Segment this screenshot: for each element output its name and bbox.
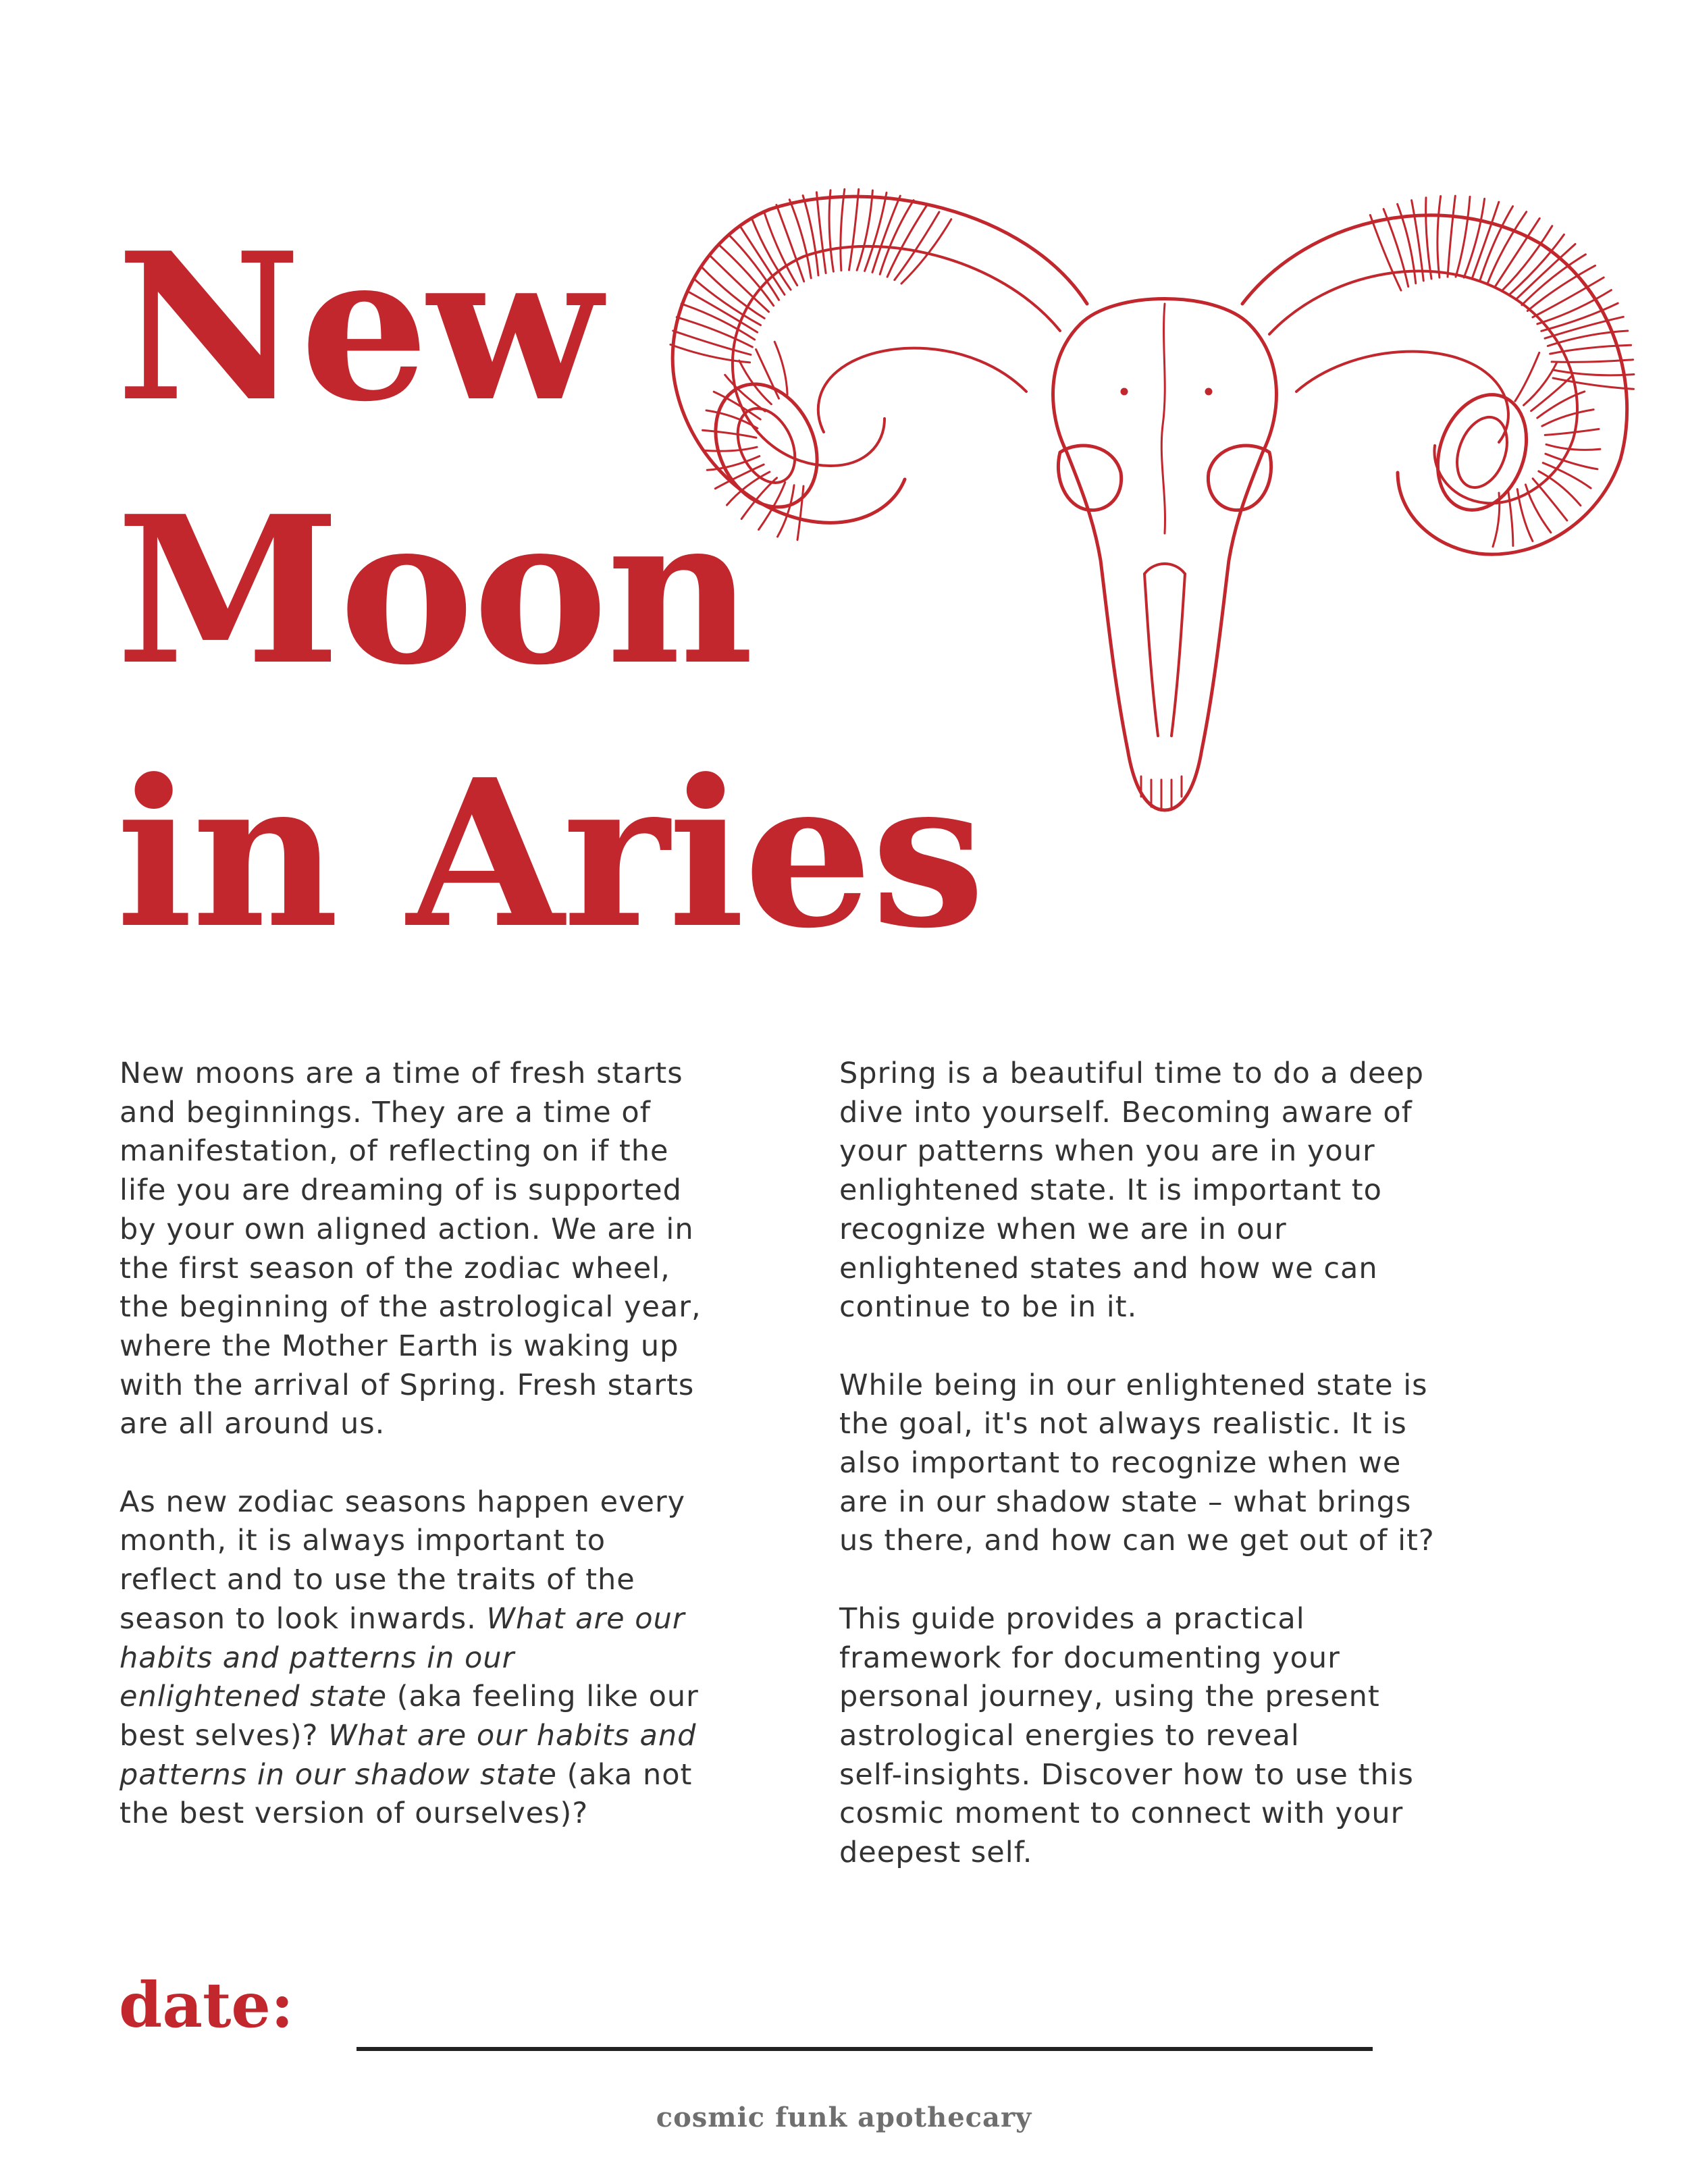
text-line: personal journey, using the present xyxy=(839,1680,1380,1714)
text-line: where the Mother Earth is waking up xyxy=(120,1329,679,1363)
text-line: enlightened states and how we can xyxy=(839,1251,1378,1285)
horn-ridge-line xyxy=(1531,375,1573,410)
title-line-2: Moon xyxy=(116,471,753,710)
text-line: manifestation, of reflecting on if the xyxy=(120,1134,669,1169)
right-horn-inner-edge xyxy=(1269,271,1577,504)
text-line: dive into yourself. Becoming aware of xyxy=(839,1095,1413,1129)
horn-ridge-line xyxy=(1546,444,1600,450)
right-text-column xyxy=(839,1055,1514,1873)
text-line: enlightened state. It is important to xyxy=(839,1173,1382,1208)
intro-paragraph xyxy=(120,1055,795,1444)
left-text-column xyxy=(120,1055,795,1834)
text-line: and beginnings. They are a time of xyxy=(120,1095,651,1129)
text-run: (aka not xyxy=(556,1757,693,1792)
text-line: astrological energies to reveal xyxy=(839,1718,1300,1753)
horn-ridge-line xyxy=(1509,234,1564,294)
title-line-1: New xyxy=(116,208,601,446)
text-run: best selves)? xyxy=(120,1718,329,1753)
text-line: also important to recognize when we xyxy=(839,1446,1402,1481)
italic-question: What are our xyxy=(486,1601,685,1636)
text-line: deepest self. xyxy=(839,1836,1033,1870)
text-line: the best version of ourselves)? xyxy=(120,1796,589,1831)
text-line: the first season of the zodiac wheel, xyxy=(120,1251,670,1285)
text-line: the goal, it's not always realistic. It is xyxy=(839,1407,1407,1441)
nasal-cavity xyxy=(1144,564,1185,736)
spring-paragraph xyxy=(839,1055,1514,1327)
horn-ridge-line xyxy=(1464,198,1485,277)
horn-ridge-line xyxy=(1524,363,1557,405)
text-line: us there, and how can we get out of it? xyxy=(839,1524,1435,1558)
horn-ridge-line xyxy=(1448,196,1455,277)
horn-ridge-line xyxy=(1522,255,1586,305)
text-line: reflect and to use the traits of the xyxy=(120,1563,635,1597)
text-line: are all around us. xyxy=(120,1407,386,1441)
page-title xyxy=(116,196,984,986)
horn-ridge-line xyxy=(1545,429,1599,435)
text-line: are in our shadow state – what brings xyxy=(839,1485,1412,1519)
date-input-line[interactable] xyxy=(357,2047,1373,2051)
text-line: cosmic moment to connect with your xyxy=(839,1796,1404,1831)
text-line: New moons are a time of fresh starts xyxy=(120,1057,683,1090)
text-line xyxy=(120,1756,795,1795)
text-line xyxy=(120,1639,795,1678)
text-line: This guide provides a practical xyxy=(839,1601,1305,1636)
guide-paragraph xyxy=(839,1600,1514,1873)
text-line: recognize when we are in our xyxy=(839,1212,1287,1246)
text-line: Spring is a beautiful time to do a deep xyxy=(839,1057,1425,1090)
text-line: continue to be in it. xyxy=(839,1290,1138,1325)
text-line xyxy=(120,1717,795,1756)
text-line: self-insights. Discover how to use this xyxy=(839,1757,1414,1792)
horn-ridge-line xyxy=(1539,471,1581,506)
italic-question: patterns in our shadow state xyxy=(120,1757,557,1792)
horn-ridge-line xyxy=(1426,198,1431,279)
text-line: life you are dreaming of is supported xyxy=(120,1173,682,1208)
text-line: As new zodiac seasons happen every xyxy=(120,1485,686,1519)
footer-brand: cosmic funk apothecary xyxy=(656,2102,1032,2133)
text-line: by your own aligned action. We are in xyxy=(120,1212,694,1246)
horn-ridge-line xyxy=(1370,215,1401,291)
zodiac-seasons-paragraph xyxy=(120,1483,795,1834)
text-line xyxy=(120,1678,795,1717)
text-line: your patterns when you are in your xyxy=(839,1134,1375,1169)
italic-question: What are our habits and xyxy=(328,1718,697,1753)
italic-question: enlightened state xyxy=(120,1680,388,1714)
horn-ridge-line xyxy=(1438,196,1441,278)
text-line: While being in our enlightened state is xyxy=(839,1368,1428,1402)
text-run: season to look inwards. xyxy=(120,1601,487,1636)
horn-ridge-line xyxy=(1542,410,1593,427)
italic-question: habits and patterns in our xyxy=(120,1641,515,1675)
horn-ridge-line xyxy=(1516,244,1575,300)
shadow-state-paragraph xyxy=(839,1366,1514,1562)
text-line: framework for documenting your xyxy=(839,1641,1340,1675)
text-line: month, it is always important to xyxy=(120,1524,606,1558)
text-run: (aka feeling like our xyxy=(387,1680,699,1714)
date-label: date: xyxy=(119,1969,294,2042)
text-line xyxy=(120,1600,795,1639)
text-line: with the arrival of Spring. Fresh starts xyxy=(120,1368,695,1402)
text-line: the beginning of the astrological year, xyxy=(120,1290,702,1325)
title-line-3: in Aries xyxy=(116,735,984,973)
